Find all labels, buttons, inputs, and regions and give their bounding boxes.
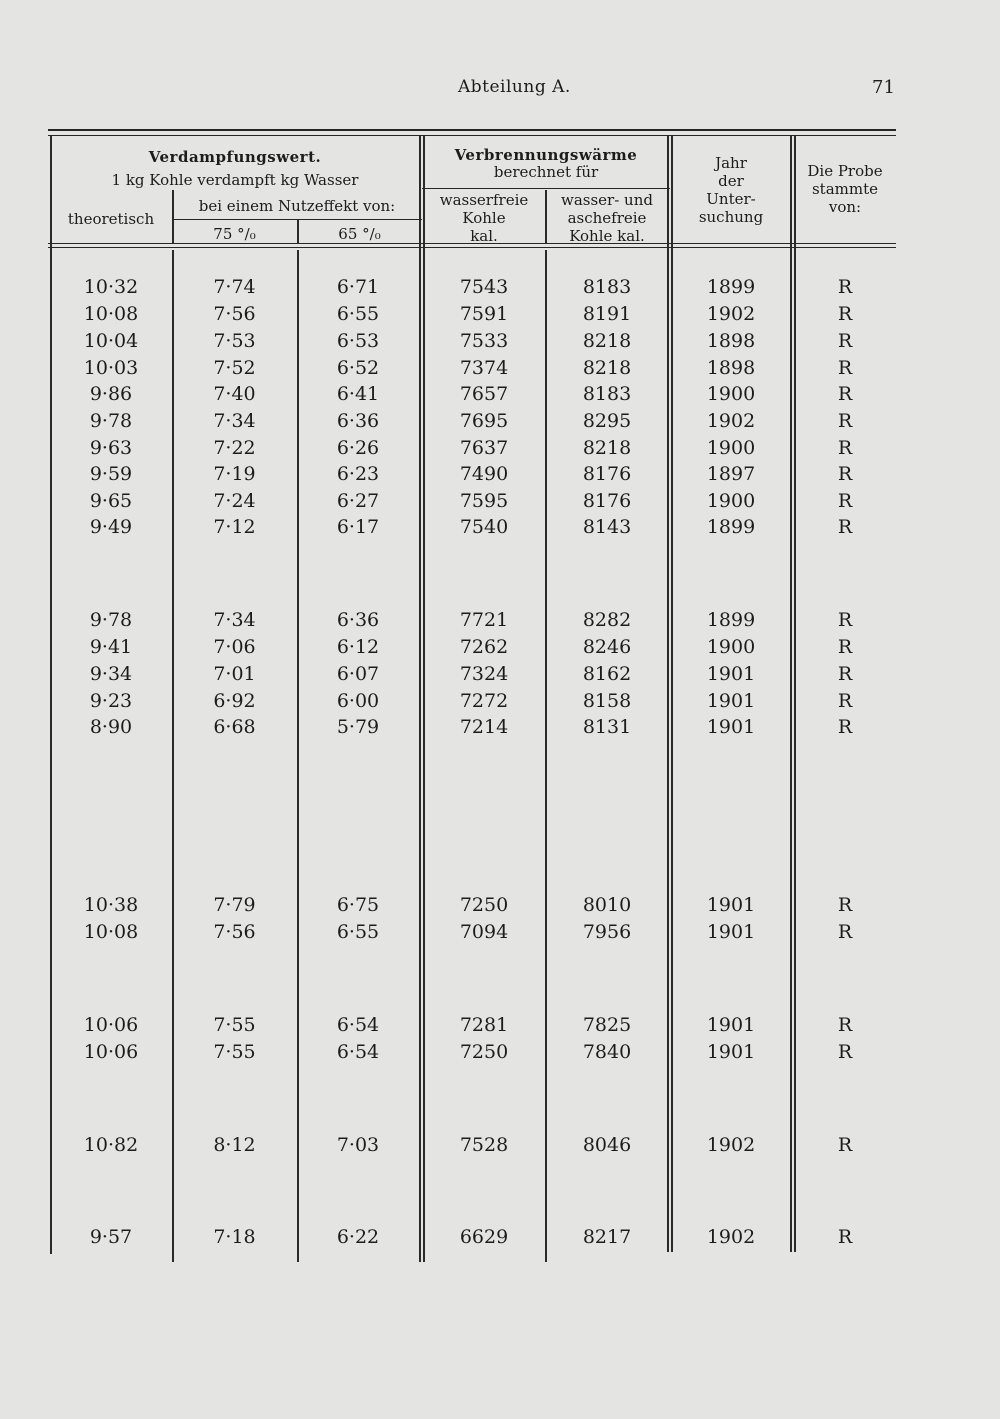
nutzeffekt-65-cell: 6·23 [336, 463, 380, 485]
probe-cell: R [837, 1014, 853, 1036]
nutzeffekt-75-cell: 7·22 [213, 437, 256, 459]
jahr-cell: 1897 [706, 463, 756, 485]
probe-cell: R [837, 490, 853, 512]
header-berechnet-fuer: berechnet für [493, 163, 599, 181]
jahr-cell: 1899 [706, 276, 756, 298]
jahr-cell: 1902 [706, 1226, 756, 1248]
aschefreie-cell: 7956 [582, 921, 632, 943]
aschefreie-cell: 8143 [582, 516, 632, 538]
probe-cell: R [837, 663, 853, 685]
header-wasserfreie-3: kal. [470, 227, 498, 245]
nutzeffekt-75-cell: 7·34 [213, 410, 256, 432]
wasserfreie-cell: 7490 [459, 463, 509, 485]
probe-cell: R [837, 276, 853, 298]
wasserfreie-cell: 7262 [459, 636, 509, 658]
nutzeffekt-65-cell: 6·75 [336, 894, 380, 916]
theoretisch-cell: 9·86 [89, 383, 133, 405]
nutzeffekt-65-cell: 6·36 [336, 410, 380, 432]
header-jahr-4: suchung [698, 208, 764, 226]
probe-cell: R [837, 437, 853, 459]
aschefreie-cell: 8282 [582, 609, 632, 631]
probe-cell: R [837, 690, 853, 712]
theoretisch-cell: 9·57 [89, 1226, 133, 1248]
header-theoretisch: theoretisch [67, 210, 155, 228]
aschefreie-cell: 7825 [582, 1014, 632, 1036]
nutzeffekt-65-cell: 6·22 [336, 1226, 380, 1248]
aschefreie-cell: 8183 [582, 276, 632, 298]
nutzeffekt-65-cell: 6·26 [336, 437, 380, 459]
header-jahr-3: Unter- [706, 190, 756, 208]
header-65-percent: 65 °/₀ [338, 225, 381, 243]
aschefreie-cell: 8176 [582, 490, 632, 512]
nutzeffekt-65-cell: 6·12 [336, 636, 380, 658]
theoretisch-cell: 10·38 [83, 894, 139, 916]
nutzeffekt-75-cell: 7·55 [213, 1014, 256, 1036]
jahr-cell: 1898 [706, 330, 756, 352]
wasserfreie-cell: 7250 [459, 1041, 509, 1063]
nutzeffekt-65-cell: 6·55 [336, 921, 380, 943]
aschefreie-cell: 8218 [582, 330, 632, 352]
nutzeffekt-75-cell: 7·56 [213, 921, 256, 943]
nutzeffekt-75-cell: 7·34 [213, 609, 256, 631]
wasserfreie-cell: 7543 [459, 276, 509, 298]
nutzeffekt-65-cell: 6·54 [336, 1041, 380, 1063]
wasserfreie-cell: 7595 [459, 490, 509, 512]
nutzeffekt-75-cell: 7·19 [213, 463, 256, 485]
wasserfreie-cell: 7281 [459, 1014, 509, 1036]
nutzeffekt-75-cell: 7·24 [213, 490, 256, 512]
aschefreie-cell: 7840 [582, 1041, 632, 1063]
table-top-rule [48, 129, 896, 131]
aschefreie-cell: 8218 [582, 357, 632, 379]
theoretisch-cell: 9·63 [89, 437, 133, 459]
header-wasserfreie-1: wasserfreie [439, 191, 529, 209]
nutzeffekt-65-cell: 6·55 [336, 303, 380, 325]
theoretisch-cell: 9·78 [89, 410, 133, 432]
col-rule-group-a [419, 136, 421, 1262]
aschefreie-cell: 8046 [582, 1134, 632, 1156]
nutzeffekt-75-cell: 7·74 [213, 276, 256, 298]
nutzeffekt-65-cell: 7·03 [336, 1134, 380, 1156]
theoretisch-cell: 9·65 [89, 490, 133, 512]
probe-cell: R [837, 357, 853, 379]
nutzeffekt-75-cell: 7·12 [213, 516, 256, 538]
wasserfreie-cell: 7272 [459, 690, 509, 712]
wasserfreie-cell: 7528 [459, 1134, 509, 1156]
theoretisch-cell: 8·90 [89, 716, 133, 738]
jahr-cell: 1901 [706, 690, 756, 712]
probe-cell: R [837, 1226, 853, 1248]
jahr-cell: 1900 [706, 383, 756, 405]
jahr-cell: 1900 [706, 636, 756, 658]
jahr-cell: 1902 [706, 1134, 756, 1156]
aschefreie-cell: 8218 [582, 437, 632, 459]
header-probe-2: stammte [811, 180, 879, 198]
probe-cell: R [837, 410, 853, 432]
nutzeffekt-75-cell: 7·79 [213, 894, 256, 916]
header-jahr-2: der [718, 172, 744, 190]
aschefreie-cell: 8162 [582, 663, 632, 685]
probe-cell: R [837, 303, 853, 325]
nutzeffekt-65-cell: 6·07 [336, 663, 380, 685]
wasserfreie-cell: 7324 [459, 663, 509, 685]
aschefreie-cell: 8295 [582, 410, 632, 432]
probe-cell: R [837, 463, 853, 485]
theoretisch-cell: 10·04 [83, 330, 139, 352]
col-rule-kal-a [667, 136, 669, 1252]
wasserfreie-cell: 7657 [459, 383, 509, 405]
section-title: Abteilung A. [458, 77, 571, 97]
jahr-cell: 1901 [706, 1014, 756, 1036]
theoretisch-cell: 9·34 [89, 663, 133, 685]
theoretisch-cell: 9·23 [89, 690, 133, 712]
theoretisch-cell: 10·32 [83, 276, 139, 298]
nutzeffekt-65-cell: 6·54 [336, 1014, 380, 1036]
aschefreie-cell: 8131 [582, 716, 632, 738]
wasserfreie-cell: 7250 [459, 894, 509, 916]
header-aschefreie-2: aschefreie [567, 209, 647, 227]
jahr-cell: 1898 [706, 357, 756, 379]
wasserfreie-cell: 7094 [459, 921, 509, 943]
nutzeffekt-75-cell: 8·12 [213, 1134, 256, 1156]
header-verdampfungswert-sub: 1 kg Kohle verdampft kg Wasser [111, 171, 359, 189]
probe-cell: R [837, 516, 853, 538]
probe-cell: R [837, 1134, 853, 1156]
wasserfreie-rule [422, 188, 670, 189]
theoretisch-cell: 10·82 [83, 1134, 139, 1156]
wasserfreie-cell: 7721 [459, 609, 509, 631]
wasserfreie-cell: 7695 [459, 410, 509, 432]
jahr-cell: 1901 [706, 663, 756, 685]
theoretisch-cell: 10·08 [83, 921, 139, 943]
jahr-cell: 1900 [706, 437, 756, 459]
header-verdampfungswert: Verdampfungswert. [148, 148, 322, 166]
wasserfreie-cell: 7214 [459, 716, 509, 738]
theoretisch-cell: 9·78 [89, 609, 133, 631]
probe-cell: R [837, 716, 853, 738]
jahr-cell: 1901 [706, 921, 756, 943]
theoretisch-cell: 10·06 [83, 1014, 139, 1036]
header-wasserfreie-2: Kohle [462, 209, 506, 227]
nutzeffekt-65-cell: 6·17 [336, 516, 380, 538]
header-aschefreie-1: wasser- und [561, 191, 653, 209]
nutzeffekt-65-cell: 5·79 [336, 716, 380, 738]
nutzeffekt-75-cell: 7·40 [213, 383, 256, 405]
nutzeffekt-75-cell: 7·18 [213, 1226, 256, 1248]
nutzeffekt-65-cell: 6·41 [336, 383, 380, 405]
theoretisch-cell: 10·08 [83, 303, 139, 325]
nutzeffekt-75-cell: 6·92 [213, 690, 256, 712]
wasserfreie-cell: 7591 [459, 303, 509, 325]
nutzeffekt-65-cell: 6·00 [336, 690, 380, 712]
header-jahr-1: Jahr [715, 154, 747, 172]
nutzeffekt-75-cell: 7·01 [213, 663, 256, 685]
wasserfreie-cell: 7637 [459, 437, 509, 459]
theoretisch-cell: 9·59 [89, 463, 133, 485]
nutzeffekt-75-cell: 7·52 [213, 357, 256, 379]
nutzeffekt-65-cell: 6·36 [336, 609, 380, 631]
header-bottom-rule-2 [48, 247, 896, 248]
aschefreie-cell: 8191 [582, 303, 632, 325]
aschefreie-cell: 8246 [582, 636, 632, 658]
jahr-cell: 1901 [706, 1041, 756, 1063]
probe-cell: R [837, 609, 853, 631]
theoretisch-cell: 9·49 [89, 516, 133, 538]
jahr-cell: 1899 [706, 516, 756, 538]
jahr-cell: 1901 [706, 894, 756, 916]
header-nutzeffekt: bei einem Nutzeffekt von: [198, 197, 396, 215]
jahr-cell: 1902 [706, 410, 756, 432]
nutzeffekt-65-cell: 6·53 [336, 330, 380, 352]
wasserfreie-cell: 6629 [459, 1226, 509, 1248]
probe-cell: R [837, 330, 853, 352]
probe-cell: R [837, 383, 853, 405]
wasserfreie-cell: 7540 [459, 516, 509, 538]
header-aschefreie-3: Kohle kal. [569, 227, 645, 245]
nutzeffekt-75-cell: 6·68 [213, 716, 256, 738]
jahr-cell: 1901 [706, 716, 756, 738]
header-verbrennungswaerme: Verbrennungswärme [454, 146, 638, 164]
col-rule-jahr-a [790, 136, 792, 1252]
probe-cell: R [837, 894, 853, 916]
aschefreie-cell: 8010 [582, 894, 632, 916]
nutzeffekt-65-cell: 6·52 [336, 357, 380, 379]
nutzeffekt-75-cell: 7·56 [213, 303, 256, 325]
header-probe-1: Die Probe [807, 162, 883, 180]
jahr-cell: 1902 [706, 303, 756, 325]
nutzeffekt-65-cell: 6·71 [336, 276, 380, 298]
nutzeffekt-65-cell: 6·27 [336, 490, 380, 512]
probe-cell: R [837, 636, 853, 658]
jahr-cell: 1900 [706, 490, 756, 512]
header-75-percent: 75 °/₀ [213, 225, 256, 243]
table-top-rule-thin [48, 135, 896, 136]
nutzeffekt-75-cell: 7·06 [213, 636, 256, 658]
header-probe-3: von: [828, 198, 862, 216]
page-number: 71 [872, 77, 895, 98]
aschefreie-cell: 8217 [582, 1226, 632, 1248]
theoretisch-cell: 10·03 [83, 357, 139, 379]
wasserfreie-cell: 7374 [459, 357, 509, 379]
aschefreie-cell: 8176 [582, 463, 632, 485]
probe-cell: R [837, 921, 853, 943]
wasserfreie-cell: 7533 [459, 330, 509, 352]
aschefreie-cell: 8183 [582, 383, 632, 405]
nutzeffekt-75-cell: 7·55 [213, 1041, 256, 1063]
theoretisch-cell: 9·41 [89, 636, 133, 658]
jahr-cell: 1899 [706, 609, 756, 631]
probe-cell: R [837, 1041, 853, 1063]
nutzeffekt-75-cell: 7·53 [213, 330, 256, 352]
aschefreie-cell: 8158 [582, 690, 632, 712]
theoretisch-cell: 10·06 [83, 1041, 139, 1063]
